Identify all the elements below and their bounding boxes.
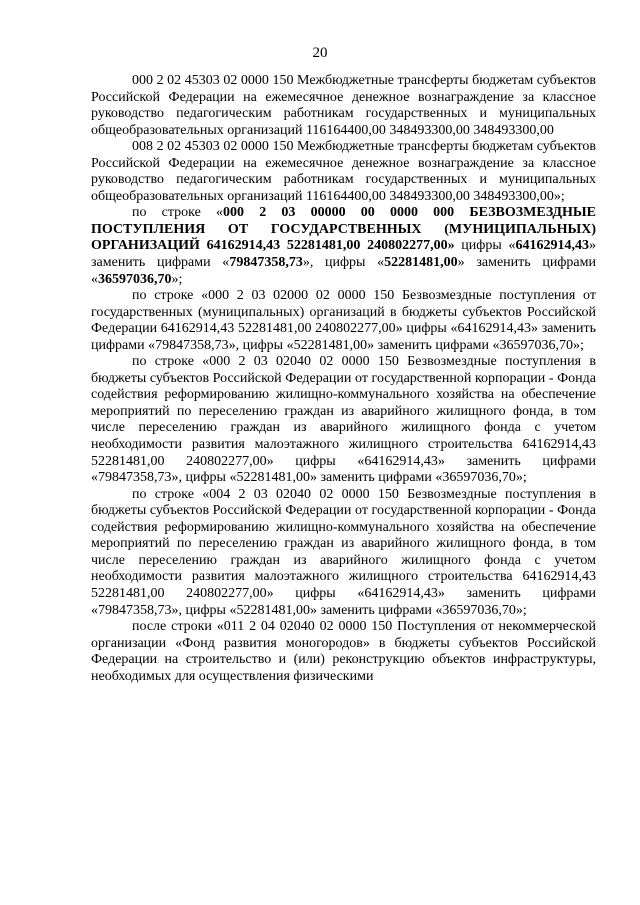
paragraph-transfer-000: 000 2 02 45303 02 0000 150 Межбюджетные трансферты бюджетам субъектов Российской Федерации на ежемесячное денежное вознаграждение за классное руководство педагогическим работникам государственных и муниципальных общеобразовательных организаций 116164400,00 348493300,00 348493300,00: [91, 73, 596, 138]
paragraph-line-000-2-03-02040: по строке «000 2 03 02040 02 0000 150 Безвозмездные поступления в бюджеты субъектов Российской Федерации от государственной корпорации - Фонда содействия реформированию жилищно-коммунального хозяйства на обеспечение мероприятий по переселению граждан из аварийного жилищного фонда, в том числе переселению граждан из аварийного жилищного фонда с учетом необходимости развития малоэтажного жилищного строительства 64162914,43 52281481,00 240802277,00» цифры «64162914,43» заменить цифрами «79847358,73», цифры «52281481,00» заменить цифрами «36597036,70»;: [91, 354, 596, 486]
bold-text-segment: 36597036,70: [98, 271, 172, 287]
paragraph-transfer-008: 008 2 02 45303 02 0000 150 Межбюджетные трансферты бюджетам субъектов Российской Федерации на ежемесячное денежное вознаграждение за классное руководство педагогическим работникам государственных и муниципальных общеобразовательных организаций 116164400,00 348493300,00 348493300,00»;: [91, 139, 596, 204]
document-body: [91, 73, 596, 685]
bold-text-segment: 000 2 03 00000 00 0000 000 БЕЗВОЗМЕЗДНЫЕ ПОСТУПЛЕНИЯ ОТ ГОСУДАРСТВЕННЫХ (МУНИЦИПАЛЬНЫХ) ОРГАНИЗАЦИЙ 64162914,43 52281481,00 240802277,00»: [91, 205, 596, 254]
text-segment: » заменить цифрами «: [91, 255, 596, 287]
paragraph-line-000-2-03-02000: по строке «000 2 03 02000 02 0000 150 Безвозмездные поступления от государственных (муниципальных) организаций в бюджеты субъектов Российской Федерации 64162914,43 52281481,00 240802277,00» цифры «64162914,43» заменить цифрами «79847358,73», цифры «52281481,00» заменить цифрами «36597036,70»;: [91, 288, 596, 353]
paragraph-after-line-011-2-04-02040: после строки «011 2 04 02040 02 0000 150 Поступления от некоммерческой организации «Фонд развития моногородов» в бюджеты субъектов Российской Федерации на строительство и (или) реконструкцию объектов инфраструктуры, необходимых для осуществления физическими: [91, 619, 596, 684]
paragraph-line-000-2-03-00000: [91, 205, 596, 288]
text-segment: »;: [171, 271, 183, 287]
bold-text-segment: 52281481,00: [384, 255, 458, 271]
bold-text-segment: 64162914,43: [515, 238, 589, 254]
bold-text-segment: 79847358,73: [229, 255, 303, 271]
text-segment: по строке «: [132, 205, 224, 221]
text-segment: » заменить цифрами «: [91, 238, 596, 271]
text-segment: цифры «: [454, 238, 516, 254]
paragraph-line-004-2-03-02040: по строке «004 2 03 02040 02 0000 150 Безвозмездные поступления в бюджеты субъектов Российской Федерации от государственной корпорации - Фонда содействия реформированию жилищно-коммунального хозяйства на обеспечение мероприятий по переселению граждан из аварийного жилищного фонда, в том числе переселению граждан из аварийного жилищного фонда с учетом необходимости развития малоэтажного жилищного строительства 64162914,43 52281481,00 240802277,00» цифры «64162914,43» заменить цифрами «79847358,73», цифры «52281481,00» заменить цифрами «36597036,70»;: [91, 486, 596, 618]
page-number: 20: [312, 45, 328, 61]
text-segment: », цифры «: [302, 255, 385, 271]
